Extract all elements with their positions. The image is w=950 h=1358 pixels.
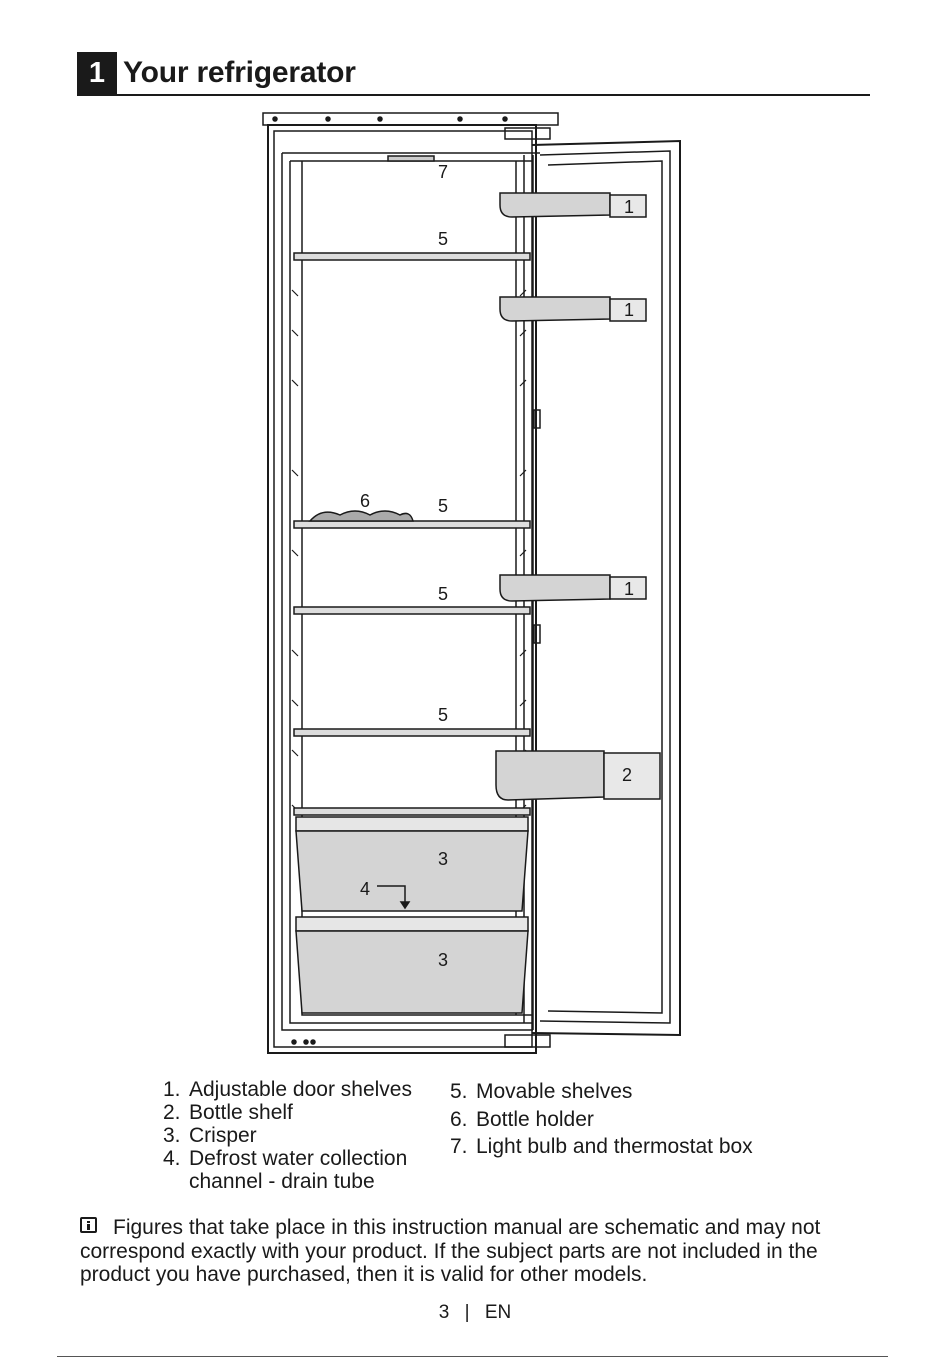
legend-left xyxy=(163,1078,448,1193)
callout-light-box: 7 xyxy=(438,162,449,182)
callout-shelf: 5 xyxy=(438,229,449,249)
legend-item: 5. Movable shelves xyxy=(450,1080,633,1103)
language-code: EN xyxy=(484,1302,512,1323)
callout-door-shelf: 1 xyxy=(624,579,635,599)
info-note xyxy=(80,1216,880,1287)
legend-item: 2. Bottle shelf xyxy=(163,1101,293,1124)
callout-shelf: 5 xyxy=(438,584,449,604)
page-number: 3 xyxy=(438,1302,450,1323)
page-footer xyxy=(0,1302,950,1324)
callout-bottle-holder: 6 xyxy=(360,491,371,511)
callout-door-shelf: 1 xyxy=(624,300,635,320)
callout-shelf: 5 xyxy=(438,496,449,516)
info-icon xyxy=(80,1217,97,1233)
refrigerator-diagram xyxy=(250,105,700,1060)
legend-right xyxy=(450,1078,810,1161)
section-title: Your refrigerator xyxy=(123,56,356,89)
legend-item: 7. Light bulb and thermostat box xyxy=(450,1135,753,1158)
note-text: Figures that take place in this instruction manual are schematic and may not correspond exactly with your product. If the subject parts are not included in the product you have purchased, then it is valid for other models. xyxy=(80,1216,821,1286)
callout-drain-channel: 4 xyxy=(360,879,371,899)
page-separator: | xyxy=(464,1302,470,1323)
callout-shelf: 5 xyxy=(438,705,449,725)
legend-item: 3. Crisper xyxy=(163,1124,257,1147)
bottom-divider xyxy=(57,1356,888,1357)
legend-item: 6. Bottle holder xyxy=(450,1107,594,1131)
legend-item: 4. Defrost water collection channel - drain tube xyxy=(163,1147,408,1193)
callout-bottle-shelf: 2 xyxy=(622,765,633,785)
callout-crisper: 3 xyxy=(438,950,449,970)
callout-door-shelf: 1 xyxy=(624,197,635,217)
section-header xyxy=(77,52,870,96)
section-number: 1 xyxy=(77,52,117,94)
callout-crisper: 3 xyxy=(438,849,449,869)
legend-item: 1. Adjustable door shelves xyxy=(163,1078,412,1101)
